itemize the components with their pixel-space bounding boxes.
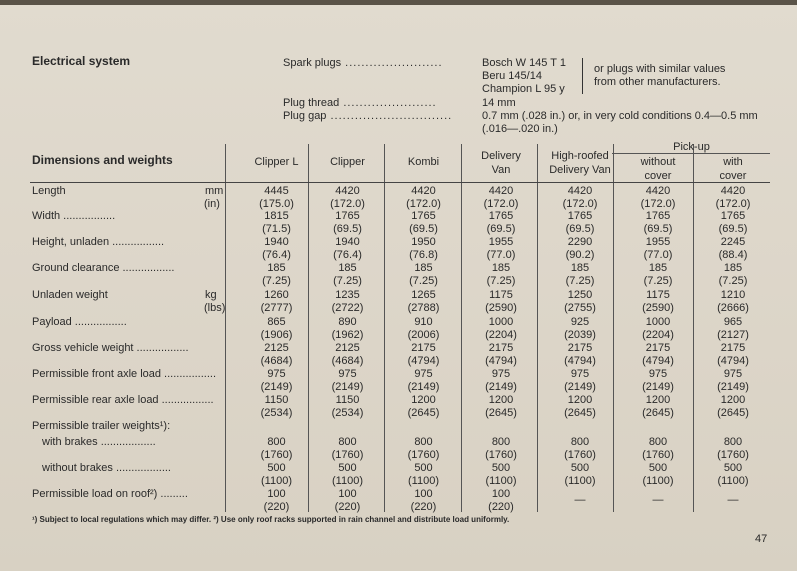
table-cell: 185: [267, 262, 286, 274]
table-cell: 965: [723, 316, 743, 328]
table-cell: (2039): [564, 329, 596, 341]
row-label: Permissible rear axle load .................: [32, 394, 214, 406]
column-rule: [225, 144, 226, 512]
table-cell: 4420: [335, 185, 360, 197]
table-cell: 1235: [335, 289, 360, 301]
column-header: Kombi: [407, 156, 440, 168]
table-cell: 1200: [720, 394, 746, 406]
table-cell: (1100): [261, 475, 292, 487]
table-cell: (2645): [485, 407, 517, 419]
table-cell: 2125: [264, 342, 289, 354]
table-cell: (71.5): [262, 223, 291, 235]
table-cell: 1175: [489, 289, 513, 301]
table-cell: (4794): [485, 355, 517, 367]
table-cell: (1760): [485, 449, 517, 461]
column-header: Van: [491, 164, 511, 176]
page-number: 47: [755, 533, 768, 545]
table-cell: 4420: [411, 185, 436, 197]
table-cell: (1100): [485, 475, 517, 487]
table-cell: (172.0): [715, 198, 751, 210]
table-cell: (220): [263, 501, 290, 513]
table-cell: 975: [414, 368, 433, 380]
table-cell: 1150: [335, 394, 360, 406]
column-header: cover: [644, 170, 672, 182]
table-cell: (2149): [407, 381, 440, 393]
brace: [582, 58, 588, 94]
plug-gap-value-1: 0.7 mm (.028 in.) or, in very cold conditions 0.4—0.5 mm: [482, 110, 758, 122]
table-cell: (2645): [717, 407, 749, 419]
table-cell: (2127): [717, 329, 749, 341]
spark-plugs-note-2: from other manufacturers.: [594, 76, 721, 88]
table-cell: 1765: [488, 210, 514, 222]
table-cell: 185: [723, 262, 743, 274]
table-cell: (220): [488, 501, 514, 513]
table-cell: 100: [267, 488, 286, 500]
table-cell: 910: [414, 316, 433, 328]
top-edge: [0, 0, 797, 5]
table-cell: 1200: [488, 394, 514, 406]
spark-plug-champion: Champion L 95 y: [482, 83, 565, 95]
table-cell: 500: [491, 462, 511, 474]
table-cell: 185: [570, 262, 590, 274]
table-cell: (2149): [564, 381, 596, 393]
electrical-title: Electrical system: [32, 54, 131, 68]
table-cell: (69.5): [718, 223, 748, 235]
table-cell: 100: [338, 488, 357, 500]
table-cell: 1200: [411, 394, 436, 406]
table-cell: (1760): [564, 449, 596, 461]
table-cell: 4420: [488, 185, 514, 197]
table-cell: (7.25): [565, 275, 595, 287]
table-cell: (4794): [717, 355, 749, 367]
table-cell: (69.5): [565, 223, 595, 235]
table-cell: (76.4): [333, 249, 362, 261]
table-cell: 500: [338, 462, 357, 474]
table-cell: 500: [723, 462, 743, 474]
table-cell: 185: [338, 262, 357, 274]
row-label: Permissible load on roof²) .........: [32, 488, 188, 500]
table-cell: 1200: [567, 394, 593, 406]
row-label: Gross vehicle weight .................: [32, 342, 189, 354]
table-cell: 1000: [645, 316, 671, 328]
plug-gap-value-2: (.016—.020 in.): [482, 123, 558, 135]
table-cell: (2534): [331, 407, 364, 419]
table-cell: 100: [414, 488, 433, 500]
table-cell: 1815: [264, 210, 289, 222]
table-cell: (172.0): [483, 198, 519, 210]
table-cell: (4794): [407, 355, 440, 367]
table-cell: 975: [648, 368, 668, 380]
table-cell: (1100): [642, 475, 674, 487]
table-cell: 4420: [720, 185, 746, 197]
row-label: Length: [32, 185, 66, 197]
table-cell: 1940: [335, 236, 360, 248]
table-cell: (1100): [408, 475, 439, 487]
table-cell: 1265: [411, 289, 436, 301]
spark-plug-beru: Beru 145/14: [482, 70, 542, 82]
table-cell: (7.25): [262, 275, 291, 287]
table-cell: —: [727, 494, 739, 506]
table-cell: 185: [414, 262, 433, 274]
table-cell: (1100): [332, 475, 363, 487]
table-cell: 1955: [488, 236, 514, 248]
table-cell: (2788): [407, 302, 440, 314]
table-cell: 975: [491, 368, 511, 380]
table-cell: 1765: [720, 210, 746, 222]
table-cell: 2175: [488, 342, 514, 354]
footnote: ¹) Subject to local regulations which may differ. ²) Use only roof racks supported in rain channel and distribute load uniformly.: [32, 515, 510, 524]
table-cell: 500: [570, 462, 590, 474]
row-unit: (in): [204, 198, 220, 210]
table-cell: 2290: [567, 236, 593, 248]
column-header: Clipper L: [254, 156, 299, 168]
table-cell: (1100): [564, 475, 596, 487]
column-header: cover: [719, 170, 747, 182]
table-cell: (77.0): [486, 249, 516, 261]
table-cell: (1760): [331, 449, 364, 461]
table-cell: 800: [338, 436, 357, 448]
table-cell: 1210: [720, 289, 746, 301]
table-cell: 800: [414, 436, 433, 448]
table-cell: (69.5): [486, 223, 516, 235]
row-label: Unladen weight: [32, 289, 108, 301]
table-cell: (76.8): [409, 249, 438, 261]
table-cell: 1765: [645, 210, 671, 222]
column-header: Clipper: [330, 156, 365, 168]
table-cell: 890: [338, 316, 357, 328]
table-cell: (1760): [260, 449, 293, 461]
table-cell: —: [652, 494, 664, 506]
table-cell: 1765: [567, 210, 593, 222]
table-cell: 975: [723, 368, 743, 380]
row-label: without brakes ..................: [42, 462, 171, 474]
table-cell: (2777): [260, 302, 293, 314]
table-cell: 2245: [720, 236, 746, 248]
column-header: with: [723, 156, 743, 168]
table-cell: (7.25): [333, 275, 362, 287]
column-header: Delivery: [481, 150, 521, 162]
table-cell: 500: [267, 462, 286, 474]
table-cell: 800: [723, 436, 743, 448]
table-cell: (1962): [331, 329, 364, 341]
table-cell: (2534): [260, 407, 293, 419]
dimensions-title: Dimensions and weights: [32, 153, 173, 167]
table-cell: 1150: [264, 394, 289, 406]
table-cell: (2204): [485, 329, 517, 341]
table-cell: (1100): [717, 475, 749, 487]
table-cell: 4420: [645, 185, 671, 197]
row-label: Payload .................: [32, 316, 127, 328]
table-cell: 1955: [645, 236, 671, 248]
row-unit: mm: [205, 185, 224, 197]
table-cell: (7.25): [409, 275, 438, 287]
table-cell: 2175: [567, 342, 593, 354]
table-cell: (2149): [717, 381, 749, 393]
table-cell: (77.0): [643, 249, 673, 261]
plug-thread-value: 14 mm: [482, 97, 516, 109]
table-cell: 1000: [488, 316, 514, 328]
table-cell: (172.0): [640, 198, 676, 210]
table-cell: (2149): [642, 381, 674, 393]
table-cell: (7.25): [486, 275, 516, 287]
table-cell: (172.0): [330, 198, 365, 210]
table-cell: 865: [267, 316, 286, 328]
table-cell: 1765: [411, 210, 436, 222]
spark-plugs-note-1: or plugs with similar values: [594, 63, 726, 75]
table-cell: 1950: [411, 236, 436, 248]
table-cell: (172.0): [562, 198, 598, 210]
pickup-header: Pick-up: [673, 141, 710, 153]
spark-plug-bosch: Bosch W 145 T 1: [482, 57, 566, 69]
column-header: High-roofed: [551, 150, 609, 162]
table-cell: (220): [410, 501, 437, 513]
table-cell: 185: [491, 262, 511, 274]
table-cell: 1940: [264, 236, 289, 248]
table-cell: (2149): [331, 381, 364, 393]
table-cell: (2645): [642, 407, 674, 419]
table-cell: (7.25): [718, 275, 748, 287]
table-cell: (69.5): [409, 223, 438, 235]
table-cell: (220): [334, 501, 361, 513]
row-label: Width .................: [32, 210, 116, 222]
table-cell: 4445: [264, 185, 289, 197]
table-cell: (4794): [642, 355, 674, 367]
table-cell: (2666): [717, 302, 749, 314]
table-cell: 800: [570, 436, 590, 448]
table-cell: (175.0): [259, 198, 294, 210]
table-cell: (69.5): [333, 223, 362, 235]
table-cell: (1760): [407, 449, 440, 461]
table-cell: 1200: [645, 394, 671, 406]
table-cell: 975: [267, 368, 286, 380]
table-cell: (2204): [642, 329, 674, 341]
table-cell: 185: [648, 262, 668, 274]
table-cell: (69.5): [643, 223, 673, 235]
row-label: Height, unladen .................: [32, 236, 165, 248]
table-cell: (1906): [260, 329, 293, 341]
table-cell: 2175: [645, 342, 671, 354]
table-cell: 800: [648, 436, 668, 448]
table-cell: (172.0): [406, 198, 441, 210]
table-cell: 2175: [720, 342, 746, 354]
table-cell: 2125: [335, 342, 360, 354]
table-cell: 975: [338, 368, 357, 380]
table-cell: (2149): [485, 381, 517, 393]
table-cell: 1260: [264, 289, 289, 301]
table-cell: 1250: [567, 289, 593, 301]
table-cell: (4684): [260, 355, 293, 367]
table-cell: (2755): [564, 302, 596, 314]
spark-plugs-label: Spark plugs ........................: [283, 57, 443, 69]
plug-thread-label: Plug thread .......................: [283, 97, 437, 109]
table-cell: 975: [570, 368, 590, 380]
table-cell: (76.4): [262, 249, 291, 261]
column-header: Delivery Van: [549, 164, 611, 176]
table-cell: (90.2): [565, 249, 595, 261]
table-cell: 500: [648, 462, 668, 474]
row-label: Permissible front axle load .................: [32, 368, 217, 380]
table-cell: (1760): [642, 449, 674, 461]
table-cell: (4794): [564, 355, 596, 367]
row-unit: kg: [205, 289, 217, 301]
table-cell: (2645): [564, 407, 596, 419]
table-cell: 925: [570, 316, 590, 328]
row-unit: (lbs): [204, 302, 226, 314]
table-cell: 1765: [335, 210, 360, 222]
row-label: with brakes ..................: [42, 436, 156, 448]
table-cell: 4420: [567, 185, 593, 197]
table-cell: 800: [267, 436, 286, 448]
row-label: Ground clearance .................: [32, 262, 175, 274]
table-cell: (2006): [407, 329, 440, 341]
table-cell: (2590): [485, 302, 517, 314]
table-cell: (2149): [260, 381, 293, 393]
table-cell: (4684): [331, 355, 364, 367]
trailer-label: Permissible trailer weights¹):: [32, 420, 171, 432]
table-cell: (88.4): [718, 249, 748, 261]
table-cell: 800: [491, 436, 511, 448]
column-header: without: [640, 156, 676, 168]
table-cell: (7.25): [643, 275, 673, 287]
table-cell: 2175: [411, 342, 436, 354]
table-cell: 100: [491, 488, 511, 500]
table-cell: (2722): [331, 302, 364, 314]
table-cell: (2645): [407, 407, 440, 419]
plug-gap-label: Plug gap ..............................: [283, 110, 453, 122]
table-cell: 1175: [646, 289, 670, 301]
table-cell: (2590): [642, 302, 674, 314]
table-cell: —: [574, 494, 586, 506]
table-cell: (1760): [717, 449, 749, 461]
table-cell: 500: [414, 462, 433, 474]
